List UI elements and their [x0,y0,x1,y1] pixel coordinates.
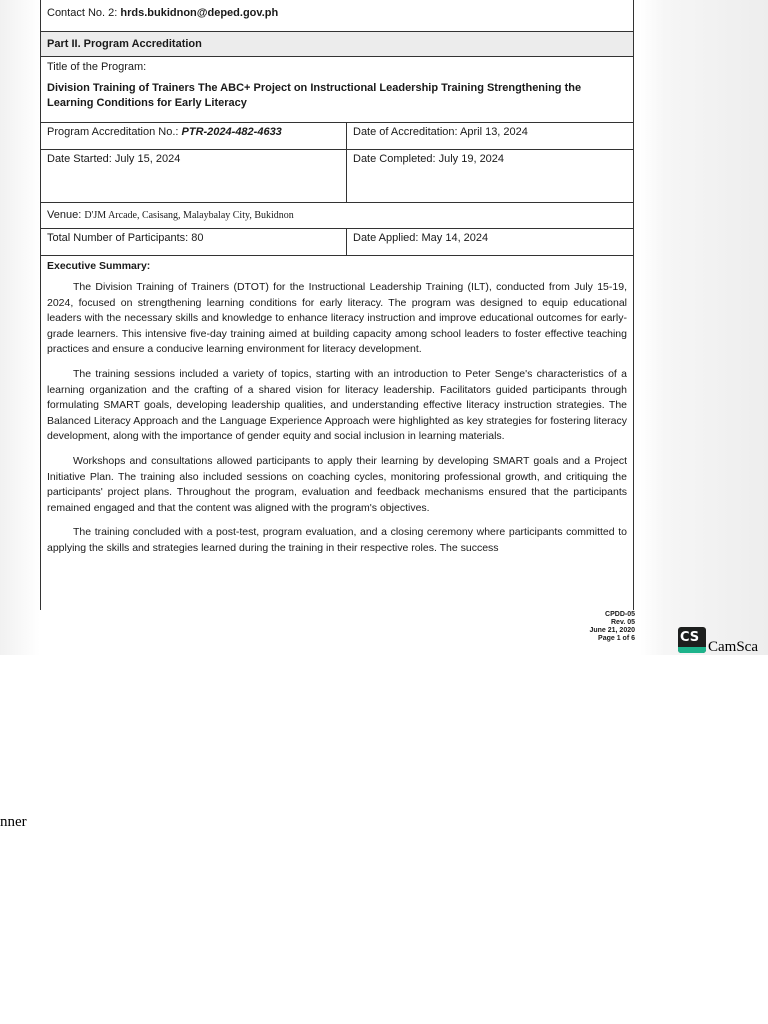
form-code: CPDD-05 [605,611,635,618]
camscanner-logo-icon [678,627,706,653]
venue-label: Venue: [47,209,82,221]
camscanner-label-continued: nner [0,814,27,830]
summary-paragraph: The Division Training of Trainers (DTOT) for the Instructional Leadership Training (ILT), conducted from July 15-19, 2024, focused on strengthening learning conditions for early literacy. The program was designed to equip educational leaders with the necessary skills and knowledge to enhance literacy instruction and improve educational outcomes for early-grade learners. This intensive five-day training aimed at building capacity among school leaders to foster effective teaching practices and ensure a conducive learning environment for literacy development. [47,281,627,356]
contact-label: Contact No. 2: [47,7,118,19]
summary-heading: Executive Summary: [47,260,151,272]
participants-count: Total Number of Participants: 80 [41,229,347,255]
venue-row [41,203,633,229]
venue-value: D'JM Arcade, Casisang, Malaybalay City, Bukidnon [84,210,294,221]
camscanner-logo-text: CS [680,630,700,645]
camscanner-logo-bar [678,647,706,653]
summary-paragraph: The training sessions included a variety of topics, starting with an introduction to Peter Senge's characteristics of a learning organization and the crafting of a shared vision for literacy leadership. Facilitators guided participants through formulating SMART goals, developing leadership qualities, and understanding effective literacy instruction strategies. The Balanced Literacy Approach and the Language Experience Approach were highlighted as key strategies for fostering literacy development, along with the importance of gender equity and social inclusion in learning materials. [47,367,627,443]
form-revision: Rev. 05 [611,619,635,626]
program-title-label: Title of the Program: [47,61,147,73]
page-number: Page 1 of 6 [598,635,635,642]
accreditation-form [40,0,634,610]
contact-email: hrds.bukidnon@deped.gov.ph [120,7,279,19]
accreditation-no-cell [41,123,347,149]
dates-row [41,150,633,203]
date-applied: Date Applied: May 14, 2024 [353,232,489,244]
executive-summary [41,256,633,610]
accreditation-no-label: Program Accreditation No.: [47,126,179,138]
summary-paragraph: The training concluded with a post-test, program evaluation, and a closing ceremony where participants committed to applying the skills and strategies learned during the training in their respective roles. The success [47,526,627,554]
contact-row [41,0,633,32]
program-title: Division Training of Trainers The ABC+ Project on Instructional Leadership Training Strengthening the Learning Conditions for Early Literacy [47,82,582,109]
form-date: June 21, 2020 [589,627,635,634]
accreditation-row [41,123,633,150]
date-started: Date Started: July 15, 2024 [41,150,347,202]
participants-row [41,229,633,256]
date-accreditation: Date of Accreditation: April 13, 2024 [353,126,528,138]
program-title-row [41,57,633,123]
camscanner-label: CamSca [708,639,758,655]
part-heading: Part II. Program Accreditation [41,32,633,57]
summary-paragraph: Workshops and consultations allowed participants to apply their learning by developing SMART goals and a Project Initiative Plan. The training also included sessions on coaching cycles, monitoring professional growth, and critiquing the participants' project plans. Throughout the program, evaluation and feedback mechanisms ensured that the participants remained engaged and that the content was aligned with the program's objectives. [47,454,627,514]
date-completed: Date Completed: July 19, 2024 [353,153,505,165]
form-code-block [520,611,635,643]
accreditation-no: PTR-2024-482-4633 [181,126,282,138]
